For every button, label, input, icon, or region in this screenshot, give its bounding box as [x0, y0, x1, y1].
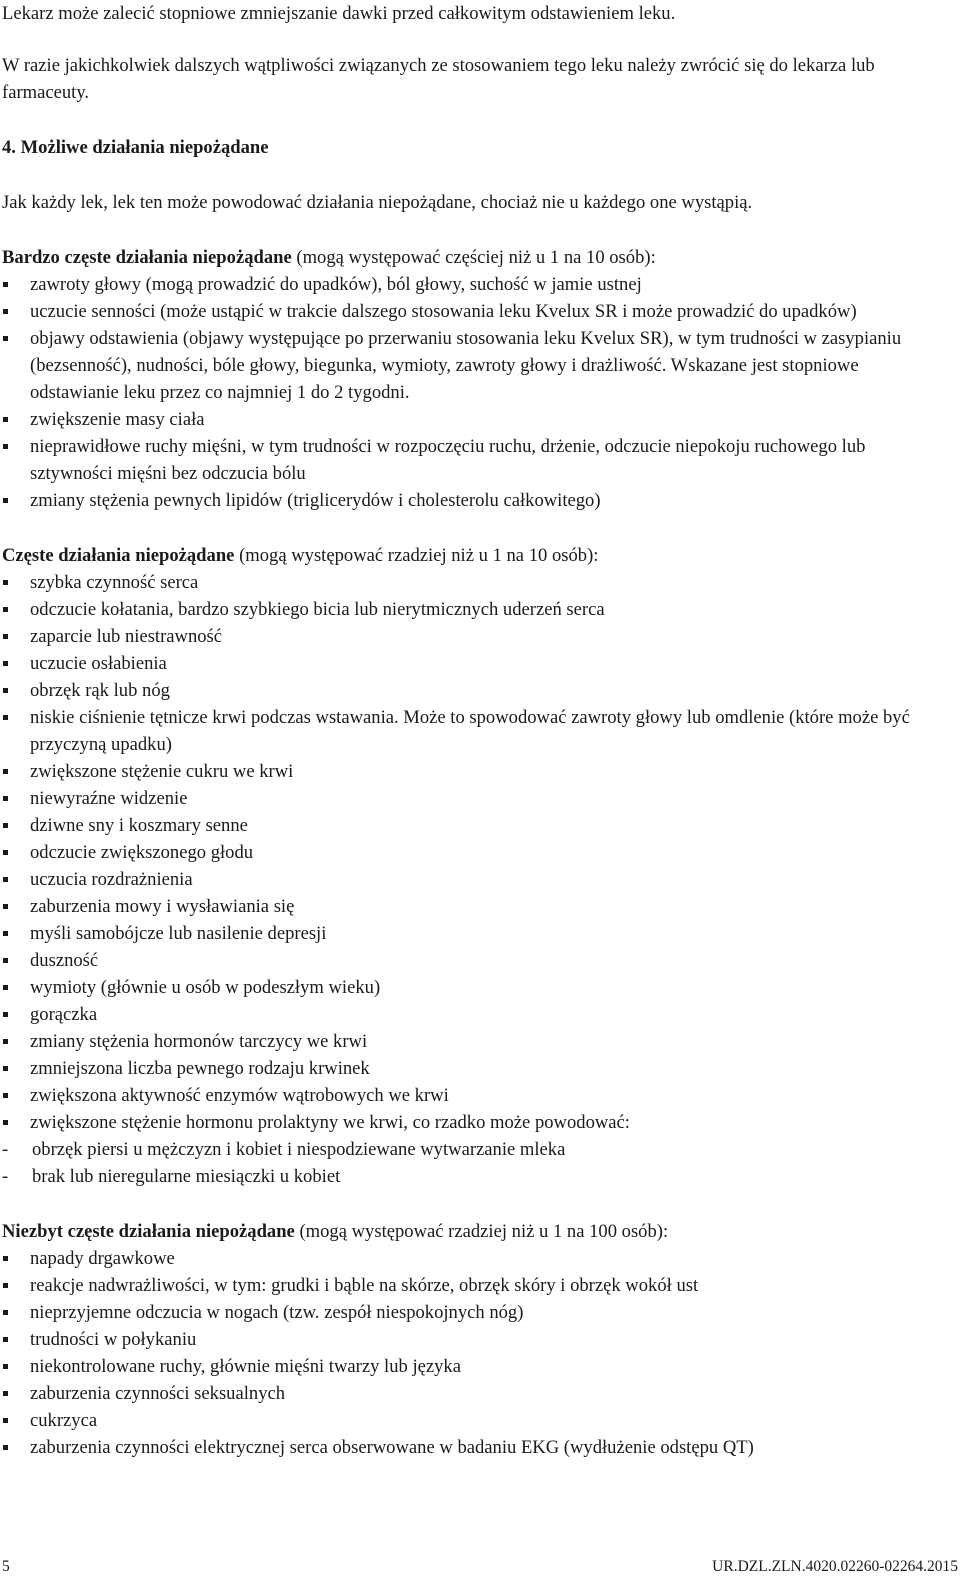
very-common-heading [2, 244, 947, 271]
very-common-list [2, 271, 947, 514]
common-subtitle: (mogą występować rzadziej niż u 1 na 10 osób): [234, 545, 599, 566]
list-item: objawy odstawienia (objawy występujące po przerwaniu stosowania leku Kvelux SR), w tym trudności w zasypianiu (bezsenność), nudności, bóle głowy, biegunka, wymioty, zawroty głowy i drażliwość. Wskazane jest stopniowe odstawianie leku przez co najmniej 1 do 2 tygodni. [2, 325, 947, 406]
leaflet-content [2, 0, 947, 1461]
list-item: zaburzenia mowy i wysławiania się [2, 893, 947, 920]
list-item: zmiany stężenia pewnych lipidów (triglicerydów i cholesterolu całkowitego) [2, 487, 947, 514]
list-item: nieprzyjemne odczucia w nogach (tzw. zespół niespokojnych nóg) [2, 1299, 947, 1326]
list-item: zmniejszona liczba pewnego rodzaju krwinek [2, 1055, 947, 1082]
list-item: zmiany stężenia hormonów tarczycy we krwi [2, 1028, 947, 1055]
list-item: zawroty głowy (mogą prowadzić do upadków), ból głowy, suchość w jamie ustnej [2, 271, 947, 298]
uncommon-heading [2, 1218, 947, 1245]
list-item: niekontrolowane ruchy, głównie mięśni twarzy lub języka [2, 1353, 947, 1380]
list-item: zwiększona aktywność enzymów wątrobowych we krwi [2, 1082, 947, 1109]
uncommon-title: Niezbyt częste działania niepożądane [2, 1221, 295, 1242]
very-common-title: Bardzo częste działania niepożądane [2, 247, 292, 268]
list-item: myśli samobójcze lub nasilenie depresji [2, 920, 947, 947]
list-item: napady drgawkowe [2, 1245, 947, 1272]
list-item: zwiększenie masy ciała [2, 406, 947, 433]
list-item: szybka czynność serca [2, 569, 947, 596]
list-item: cukrzyca [2, 1407, 947, 1434]
list-item: uczucia rozdrażnienia [2, 866, 947, 893]
sub-list-item: - obrzęk piersi u mężczyzn i kobiet i niespodziewane wytwarzanie mleka [2, 1136, 947, 1163]
list-item: nieprawidłowe ruchy mięśni, w tym trudności w rozpoczęciu ruchu, drżenie, odczucie niepokoju ruchowego lub sztywności mięśni bez odczucia bólu [2, 433, 947, 487]
prolactin-sublist [2, 1136, 947, 1190]
uncommon-subtitle: (mogą występować rzadziej niż u 1 na 100 osób): [294, 1221, 669, 1242]
list-item: niskie ciśnienie tętnicze krwi podczas wstawania. Może to spowodować zawroty głowy lub omdlenie (które może być przyczyną upadku) [2, 704, 947, 758]
list-item: uczucie osłabienia [2, 650, 947, 677]
section-heading: 4. Możliwe działania niepożądane [2, 137, 269, 158]
list-item: reakcje nadwrażliwości, w tym: grudki i bąble na skórze, obrzęk skóry i obrzęk wokół ust [2, 1272, 947, 1299]
list-item: zaburzenia czynności seksualnych [2, 1380, 947, 1407]
page-number: 5 [2, 1558, 10, 1575]
very-common-subtitle: (mogą występować częściej niż u 1 na 10 osób): [291, 247, 656, 268]
uncommon-list [2, 1245, 947, 1461]
list-item: wymioty (głównie u osób w podeszłym wieku) [2, 974, 947, 1001]
list-item: zwiększone stężenie hormonu prolaktyny we krwi, co rzadko może powodować: [2, 1109, 947, 1136]
common-list [2, 569, 947, 1136]
section-lead: Jak każdy lek, lek ten może powodować działania niepożądane, chociaż nie u każdego one wystąpią. [2, 192, 753, 213]
common-title: Częste działania niepożądane [2, 545, 235, 566]
sub-list-item: - brak lub nieregularne miesiączki u kobiet [2, 1163, 947, 1190]
list-item: uczucie senności (może ustąpić w trakcie dalszego stosowania leku Kvelux SR i może prowadzić do upadków) [2, 298, 947, 325]
intro-paragraph-questions: W razie jakichkolwiek dalszych wątpliwości związanych ze stosowaniem tego leku należy zwrócić się do lekarza lub farmaceuty. [2, 55, 875, 103]
page-footer [0, 1553, 960, 1580]
list-item: zwiększone stężenie cukru we krwi [2, 758, 947, 785]
list-item: obrzęk rąk lub nóg [2, 677, 947, 704]
list-item: zaparcie lub niestrawność [2, 623, 947, 650]
list-item: odczucie kołatania, bardzo szybkiego bicia lub nierytmicznych uderzeń serca [2, 596, 947, 623]
list-item: trudności w połykaniu [2, 1326, 947, 1353]
list-item: duszność [2, 947, 947, 974]
list-item: odczucie zwiększonego głodu [2, 839, 947, 866]
document-code: UR.DZL.ZLN.4020.02260-02264.2015 [712, 1558, 958, 1575]
common-heading [2, 542, 947, 569]
list-item: dziwne sny i koszmary senne [2, 812, 947, 839]
intro-paragraph-dose: Lekarz może zalecić stopniowe zmniejszanie dawki przed całkowitym odstawieniem leku. [2, 3, 676, 24]
list-item: gorączka [2, 1001, 947, 1028]
list-item: niewyraźne widzenie [2, 785, 947, 812]
list-item: zaburzenia czynności elektrycznej serca obserwowane w badaniu EKG (wydłużenie odstępu QT) [2, 1434, 947, 1461]
